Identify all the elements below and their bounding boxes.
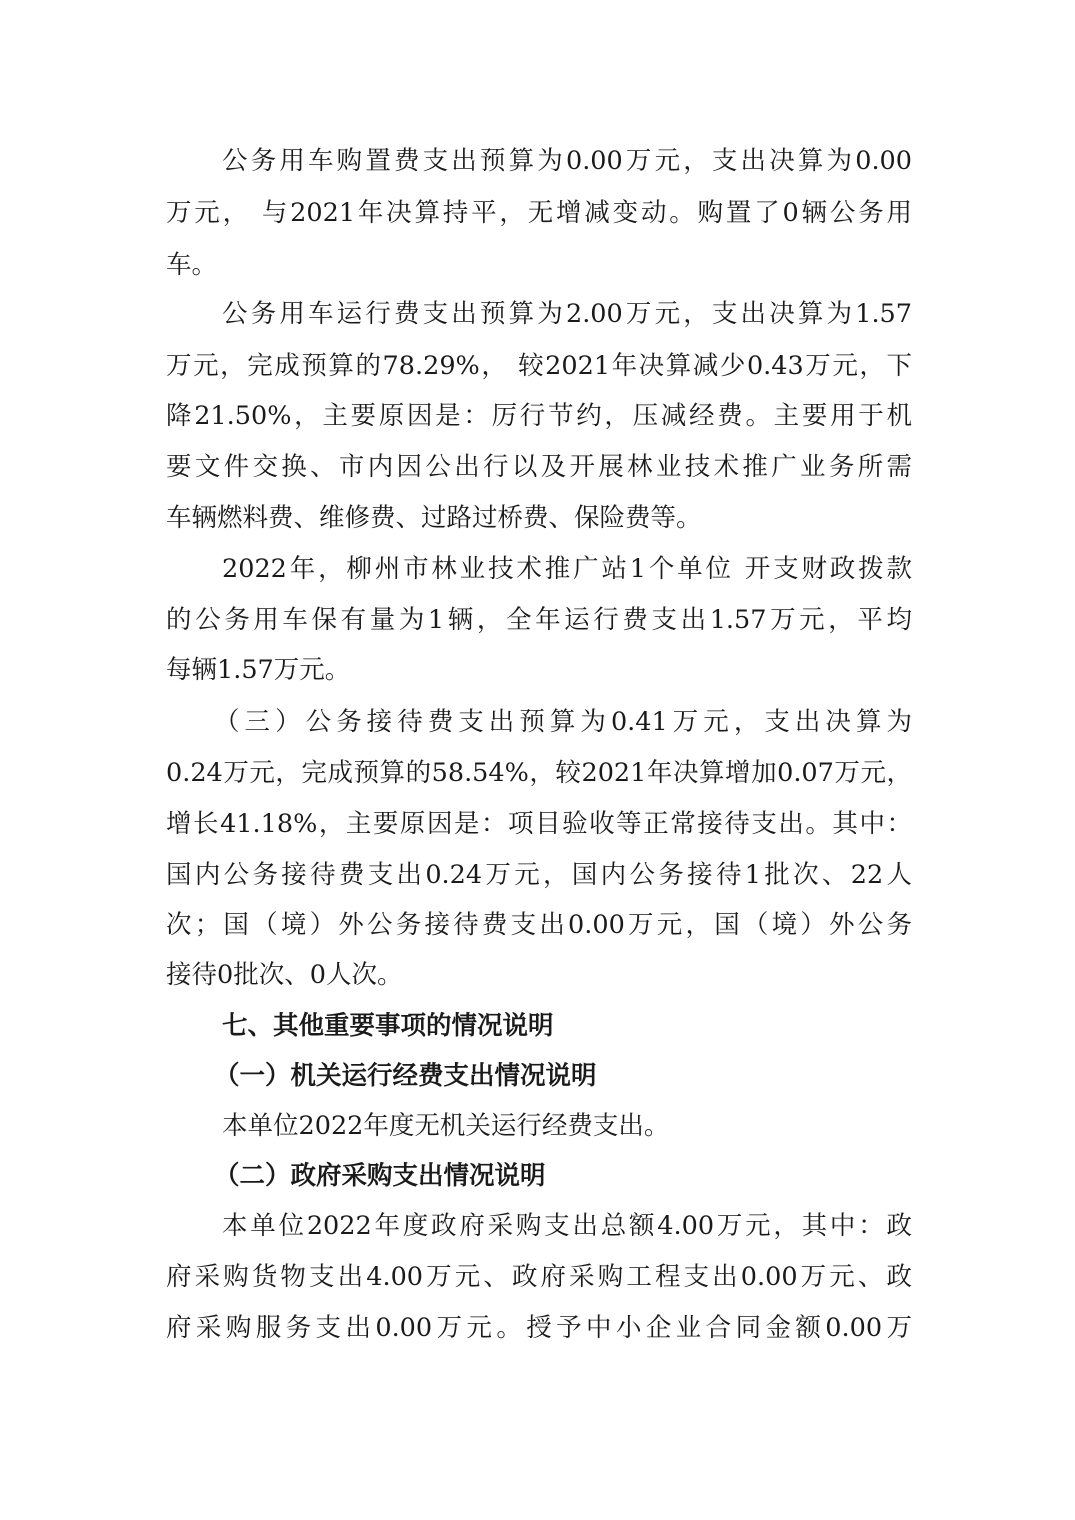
text-line: 国内公务接待费支出0.24万元，国内公务接待1批次、22人 [166, 860, 912, 890]
text-line: 增长41.18%，主要原因是：项目验收等正常接待支出。其中： [166, 809, 912, 839]
text-line: 公务用车运行费支出预算为2.00万元，支出决算为1.57 [222, 299, 912, 329]
text-line: 0.24万元，完成预算的58.54%，较2021年决算增加0.07万元， [166, 758, 912, 788]
text-line: 降21.50%，主要原因是：厉行节约，压减经费。主要用于机 [166, 401, 912, 431]
text-line: 要文件交换、市内因公出行以及开展林业技术推广业务所需 [166, 452, 912, 482]
text-line: 接待0批次、0人次。 [166, 960, 403, 990]
subsection-heading: （一）机关运行经费支出情况说明 [214, 1061, 597, 1091]
text-line: 的公务用车保有量为1辆，全年运行费支出1.57万元，平均 [166, 605, 912, 635]
text-line: 次；国（境）外公务接待费支出0.00万元，国（境）外公务 [166, 910, 912, 940]
text-line: 万元，完成预算的78.29%， 较2021年决算减少0.43万元，下 [166, 351, 912, 381]
text-line: 公务用车购置费支出预算为0.00万元，支出决算为0.00 [222, 146, 912, 176]
section-heading: 七、其他重要事项的情况说明 [222, 1011, 554, 1041]
text-line: 本单位2022年度政府采购支出总额4.00万元，其中：政 [222, 1211, 912, 1241]
subsection-heading: （二）政府采购支出情况说明 [214, 1161, 546, 1191]
text-line: 本单位2022年度无机关运行经费支出。 [222, 1111, 670, 1141]
text-line: 府采购服务支出0.00万元。授予中小企业合同金额0.00万 [166, 1313, 912, 1343]
text-line: 2022年，柳州市林业技术推广站1个单位 开支财政拨款 [222, 554, 912, 584]
text-line: 每辆1.57万元。 [166, 655, 351, 685]
text-line: 车。 [166, 250, 218, 280]
text-line: 万元， 与2021年决算持平，无增减变动。购置了0辆公务用 [166, 198, 912, 228]
text-line: 车辆燃料费、维修费、过路过桥费、保险费等。 [166, 503, 702, 533]
text-line: 府采购货物支出4.00万元、政府采购工程支出0.00万元、政 [166, 1262, 912, 1292]
text-line: （三）公务接待费支出预算为0.41万元，支出决算为 [214, 707, 912, 737]
